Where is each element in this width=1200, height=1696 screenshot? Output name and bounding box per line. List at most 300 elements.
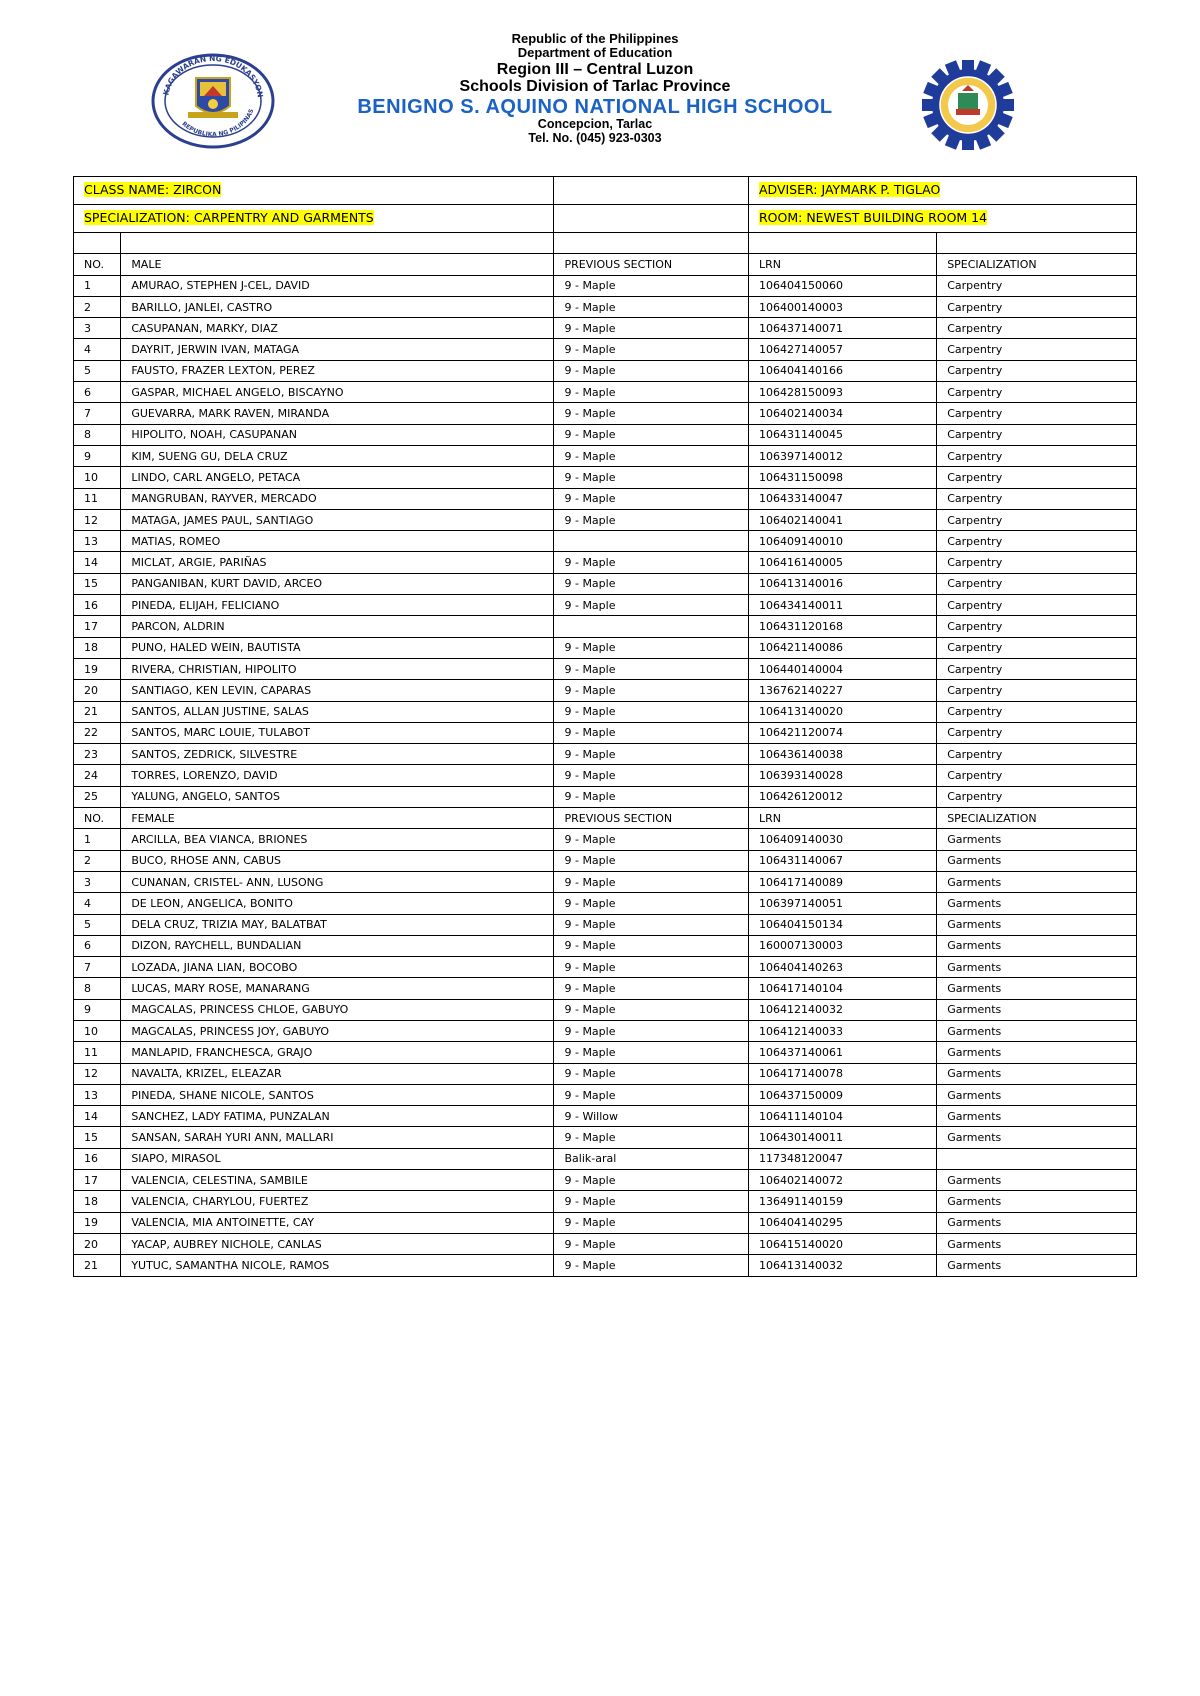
row-number-cell: 9 bbox=[74, 999, 121, 1020]
table-row bbox=[74, 1191, 1137, 1212]
blank-row bbox=[74, 233, 1137, 254]
table-row bbox=[74, 445, 1137, 466]
previous-section-cell: 9 - Maple bbox=[554, 445, 749, 466]
student-name-cell: YALUNG, ANGELO, SANTOS bbox=[121, 786, 554, 807]
previous-section-cell: PREVIOUS SECTION bbox=[554, 808, 749, 829]
lrn-cell: 106421120074 bbox=[748, 722, 936, 743]
specialization-cell: Carpentry bbox=[937, 467, 1137, 488]
row-number-cell: 20 bbox=[74, 1233, 121, 1254]
specialization-cell: Garments bbox=[937, 1063, 1137, 1084]
lrn-cell: 106417140078 bbox=[748, 1063, 936, 1084]
lrn-cell: 106426120012 bbox=[748, 786, 936, 807]
student-name-cell: SANCHEZ, LADY FATIMA, PUNZALAN bbox=[121, 1106, 554, 1127]
student-name-cell: MICLAT, ARGIE, PARIÑAS bbox=[121, 552, 554, 573]
student-name-cell: KIM, SUENG GU, DELA CRUZ bbox=[121, 445, 554, 466]
student-name-cell: DELA CRUZ, TRIZIA MAY, BALATBAT bbox=[121, 914, 554, 935]
previous-section-cell: 9 - Maple bbox=[554, 595, 749, 616]
table-row bbox=[74, 424, 1137, 445]
row-number-cell: 13 bbox=[74, 1084, 121, 1105]
row-number-cell: 5 bbox=[74, 360, 121, 381]
specialization-cell: Carpentry bbox=[937, 616, 1137, 637]
row-number-cell: 19 bbox=[74, 658, 121, 679]
student-name-cell: SIAPO, MIRASOL bbox=[121, 1148, 554, 1169]
lrn-cell: 106427140057 bbox=[748, 339, 936, 360]
student-name-cell: RIVERA, CHRISTIAN, HIPOLITO bbox=[121, 658, 554, 679]
row-number-cell: NO. bbox=[74, 808, 121, 829]
previous-section-cell: 9 - Maple bbox=[554, 722, 749, 743]
lrn-cell: 106400140003 bbox=[748, 296, 936, 317]
lrn-cell: 106428150093 bbox=[748, 382, 936, 403]
empty-cell bbox=[554, 205, 749, 233]
row-number-cell: 16 bbox=[74, 595, 121, 616]
row-number-cell: 10 bbox=[74, 467, 121, 488]
row-number-cell: 15 bbox=[74, 573, 121, 594]
table-row bbox=[74, 893, 1137, 914]
previous-section-cell: 9 - Maple bbox=[554, 360, 749, 381]
specialization-cell: Carpentry bbox=[937, 296, 1137, 317]
student-name-cell: YUTUC, SAMANTHA NICOLE, RAMOS bbox=[121, 1255, 554, 1276]
lrn-cell: 106404140295 bbox=[748, 1212, 936, 1233]
row-number-cell: 9 bbox=[74, 445, 121, 466]
specialization-cell: Garments bbox=[937, 914, 1137, 935]
row-number-cell: 14 bbox=[74, 1106, 121, 1127]
student-name-cell: PUNO, HALED WEIN, BAUTISTA bbox=[121, 637, 554, 658]
previous-section-cell: 9 - Maple bbox=[554, 1191, 749, 1212]
lrn-cell: 136762140227 bbox=[748, 680, 936, 701]
row-number-cell: 2 bbox=[74, 296, 121, 317]
student-name-cell: VALENCIA, CHARYLOU, FUERTEZ bbox=[121, 1191, 554, 1212]
empty-cell bbox=[554, 233, 749, 254]
table-row bbox=[74, 850, 1137, 871]
table-row bbox=[74, 957, 1137, 978]
student-name-cell: GASPAR, MICHAEL ANGELO, BISCAYNO bbox=[121, 382, 554, 403]
female-header-row bbox=[74, 808, 1137, 829]
deped-seal-icon bbox=[150, 52, 276, 150]
row-number-cell: 11 bbox=[74, 488, 121, 509]
student-name-cell: LINDO, CARL ANGELO, PETACA bbox=[121, 467, 554, 488]
lrn-cell: 106440140004 bbox=[748, 658, 936, 679]
previous-section-cell bbox=[554, 531, 749, 552]
student-name-cell: MAGCALAS, PRINCESS JOY, GABUYO bbox=[121, 1020, 554, 1041]
specialization-cell: Garments bbox=[937, 871, 1137, 892]
student-name-cell: PARCON, ALDRIN bbox=[121, 616, 554, 637]
row-number-cell: 3 bbox=[74, 871, 121, 892]
previous-section-cell: 9 - Maple bbox=[554, 957, 749, 978]
table-row bbox=[74, 765, 1137, 786]
lrn-cell: 106397140012 bbox=[748, 445, 936, 466]
previous-section-cell: 9 - Maple bbox=[554, 467, 749, 488]
specialization-cell: Garments bbox=[937, 829, 1137, 850]
student-name-cell: SANTOS, MARC LOUIE, TULABOT bbox=[121, 722, 554, 743]
table-row bbox=[74, 680, 1137, 701]
row-number-cell: 17 bbox=[74, 1170, 121, 1191]
row-number-cell: 1 bbox=[74, 275, 121, 296]
table-row bbox=[74, 1020, 1137, 1041]
row-number-cell: 21 bbox=[74, 1255, 121, 1276]
table-row bbox=[74, 531, 1137, 552]
lrn-cell: 106433140047 bbox=[748, 488, 936, 509]
previous-section-cell: 9 - Maple bbox=[554, 1084, 749, 1105]
student-name-cell: HIPOLITO, NOAH, CASUPANAN bbox=[121, 424, 554, 445]
specialization-cell: SPECIALIZATION bbox=[937, 254, 1137, 275]
row-number-cell: 12 bbox=[74, 509, 121, 530]
lrn-cell: 106437150009 bbox=[748, 1084, 936, 1105]
previous-section-cell: 9 - Maple bbox=[554, 1127, 749, 1148]
lrn-cell: 106402140072 bbox=[748, 1170, 936, 1191]
previous-section-cell: 9 - Maple bbox=[554, 701, 749, 722]
row-number-cell: 4 bbox=[74, 893, 121, 914]
adviser: ADVISER: JAYMARK P. TIGLAO bbox=[758, 182, 941, 198]
table-row bbox=[74, 552, 1137, 573]
student-name-cell: SANSAN, SARAH YURI ANN, MALLARI bbox=[121, 1127, 554, 1148]
lrn-cell: 106416140005 bbox=[748, 552, 936, 573]
lrn-cell: 106404150060 bbox=[748, 275, 936, 296]
previous-section-cell: 9 - Maple bbox=[554, 765, 749, 786]
student-name-cell: LUCAS, MARY ROSE, MANARANG bbox=[121, 978, 554, 999]
svg-text:REPUBLIKA NG PILIPINAS: REPUBLIKA NG PILIPINAS bbox=[180, 108, 256, 139]
specialization-cell: Carpentry bbox=[937, 403, 1137, 424]
specialization-cell: Garments bbox=[937, 1191, 1137, 1212]
specialization-cell: Garments bbox=[937, 1127, 1137, 1148]
previous-section-cell: 9 - Maple bbox=[554, 318, 749, 339]
specialization-cell: Garments bbox=[937, 978, 1137, 999]
specialization-cell bbox=[937, 1148, 1137, 1169]
specialization-cell: Carpentry bbox=[937, 637, 1137, 658]
table-row bbox=[74, 871, 1137, 892]
letterhead-text bbox=[300, 32, 890, 145]
row-number-cell: 2 bbox=[74, 850, 121, 871]
lrn-cell: 106412140033 bbox=[748, 1020, 936, 1041]
student-name-cell: FEMALE bbox=[121, 808, 554, 829]
specialization-cell: Garments bbox=[937, 850, 1137, 871]
student-name-cell: FAUSTO, FRAZER LEXTON, PEREZ bbox=[121, 360, 554, 381]
room: ROOM: NEWEST BUILDING ROOM 14 bbox=[758, 210, 988, 226]
previous-section-cell: 9 - Maple bbox=[554, 637, 749, 658]
previous-section-cell: 9 - Maple bbox=[554, 978, 749, 999]
student-name-cell: SANTIAGO, KEN LEVIN, CAPARAS bbox=[121, 680, 554, 701]
previous-section-cell: 9 - Maple bbox=[554, 935, 749, 956]
previous-section-cell: 9 - Maple bbox=[554, 1042, 749, 1063]
row-number-cell: 16 bbox=[74, 1148, 121, 1169]
lrn-cell: 106409140030 bbox=[748, 829, 936, 850]
lrn-cell: 106431140067 bbox=[748, 850, 936, 871]
student-name-cell: VALENCIA, CELESTINA, SAMBILE bbox=[121, 1170, 554, 1191]
lrn-cell: 106404140263 bbox=[748, 957, 936, 978]
specialization-cell: Carpentry bbox=[937, 765, 1137, 786]
row-number-cell: 25 bbox=[74, 786, 121, 807]
student-name-cell: GUEVARRA, MARK RAVEN, MIRANDA bbox=[121, 403, 554, 424]
student-name-cell: PINEDA, ELIJAH, FELICIANO bbox=[121, 595, 554, 616]
student-name-cell: ARCILLA, BEA VIANCA, BRIONES bbox=[121, 829, 554, 850]
empty-cell bbox=[74, 233, 121, 254]
student-name-cell: TORRES, LORENZO, DAVID bbox=[121, 765, 554, 786]
row-number-cell: 19 bbox=[74, 1212, 121, 1233]
table-row bbox=[74, 382, 1137, 403]
table-row bbox=[74, 573, 1137, 594]
lrn-cell: 106413140032 bbox=[748, 1255, 936, 1276]
class-name: CLASS NAME: ZIRCON bbox=[84, 182, 222, 198]
specialization-cell: Carpentry bbox=[937, 488, 1137, 509]
table-row bbox=[74, 658, 1137, 679]
table-row bbox=[74, 978, 1137, 999]
specialization-cell: Carpentry bbox=[937, 701, 1137, 722]
student-name-cell: PANGANIBAN, KURT DAVID, ARCEO bbox=[121, 573, 554, 594]
row-number-cell: 18 bbox=[74, 637, 121, 658]
specialization-cell bbox=[74, 205, 554, 233]
lrn-cell: 106402140041 bbox=[748, 509, 936, 530]
table-row bbox=[74, 1212, 1137, 1233]
previous-section-cell: 9 - Maple bbox=[554, 339, 749, 360]
table-row bbox=[74, 935, 1137, 956]
row-number-cell: 10 bbox=[74, 1020, 121, 1041]
student-name-cell: BUCO, RHOSE ANN, CABUS bbox=[121, 850, 554, 871]
table-row bbox=[74, 637, 1137, 658]
previous-section-cell: 9 - Maple bbox=[554, 680, 749, 701]
previous-section-cell: 9 - Maple bbox=[554, 509, 749, 530]
table-row bbox=[74, 616, 1137, 637]
specialization-cell: Garments bbox=[937, 1170, 1137, 1191]
specialization-cell: SPECIALIZATION bbox=[937, 808, 1137, 829]
previous-section-cell: 9 - Maple bbox=[554, 1063, 749, 1084]
lrn-cell: 106417140089 bbox=[748, 871, 936, 892]
row-number-cell: 4 bbox=[74, 339, 121, 360]
table-row bbox=[74, 722, 1137, 743]
lrn-cell: 106431140045 bbox=[748, 424, 936, 445]
previous-section-cell bbox=[554, 616, 749, 637]
region-line: Region III – Central Luzon bbox=[496, 60, 694, 78]
student-name-cell: MANLAPID, FRANCHESCA, GRAJO bbox=[121, 1042, 554, 1063]
row-number-cell: 7 bbox=[74, 403, 121, 424]
previous-section-cell: 9 - Maple bbox=[554, 424, 749, 445]
previous-section-cell: 9 - Maple bbox=[554, 1233, 749, 1254]
specialization-cell: Carpentry bbox=[937, 744, 1137, 765]
empty-cell bbox=[121, 233, 554, 254]
male-header-row bbox=[74, 254, 1137, 275]
lrn-cell: 106437140071 bbox=[748, 318, 936, 339]
table-row bbox=[74, 1127, 1137, 1148]
school-telephone: Tel. No. (045) 923-0303 bbox=[528, 130, 662, 145]
specialization-cell: Carpentry bbox=[937, 382, 1137, 403]
specialization-cell: Carpentry bbox=[937, 339, 1137, 360]
previous-section-cell: 9 - Maple bbox=[554, 850, 749, 871]
lrn-cell: 106434140011 bbox=[748, 595, 936, 616]
lrn-cell: 106415140020 bbox=[748, 1233, 936, 1254]
previous-section-cell: 9 - Maple bbox=[554, 296, 749, 317]
previous-section-cell: 9 - Maple bbox=[554, 1170, 749, 1191]
row-number-cell: 8 bbox=[74, 424, 121, 445]
row-number-cell: 7 bbox=[74, 957, 121, 978]
previous-section-cell: 9 - Maple bbox=[554, 573, 749, 594]
row-number-cell: 11 bbox=[74, 1042, 121, 1063]
row-number-cell: 1 bbox=[74, 829, 121, 850]
lrn-cell: 106411140104 bbox=[748, 1106, 936, 1127]
student-name-cell: MAGCALAS, PRINCESS CHLOE, GABUYO bbox=[121, 999, 554, 1020]
lrn-cell: 106409140010 bbox=[748, 531, 936, 552]
student-name-cell: CUNANAN, CRISTEL- ANN, LUSONG bbox=[121, 871, 554, 892]
row-number-cell: 6 bbox=[74, 382, 121, 403]
specialization-cell: Garments bbox=[937, 1255, 1137, 1276]
table-row bbox=[74, 914, 1137, 935]
previous-section-cell: 9 - Maple bbox=[554, 658, 749, 679]
specialization-cell: Carpentry bbox=[937, 509, 1137, 530]
table-row bbox=[74, 318, 1137, 339]
table-row bbox=[74, 403, 1137, 424]
previous-section-cell: 9 - Maple bbox=[554, 1255, 749, 1276]
lrn-cell: 106431150098 bbox=[748, 467, 936, 488]
row-number-cell: 22 bbox=[74, 722, 121, 743]
lrn-cell: 106413140020 bbox=[748, 701, 936, 722]
specialization-cell: Carpentry bbox=[937, 680, 1137, 701]
table-row bbox=[74, 339, 1137, 360]
student-name-cell: DAYRIT, JERWIN IVAN, MATAGA bbox=[121, 339, 554, 360]
student-name-cell: NAVALTA, KRIZEL, ELEAZAR bbox=[121, 1063, 554, 1084]
row-number-cell: 15 bbox=[74, 1127, 121, 1148]
lrn-cell: 106430140011 bbox=[748, 1127, 936, 1148]
lrn-cell: 136491140159 bbox=[748, 1191, 936, 1212]
student-name-cell: MANGRUBAN, RAYVER, MERCADO bbox=[121, 488, 554, 509]
lrn-cell: 106397140051 bbox=[748, 893, 936, 914]
student-name-cell: CASUPANAN, MARKY, DIAZ bbox=[121, 318, 554, 339]
row-number-cell: 21 bbox=[74, 701, 121, 722]
specialization-cell: Carpentry bbox=[937, 275, 1137, 296]
table-row bbox=[74, 1148, 1137, 1169]
previous-section-cell: Balik-aral bbox=[554, 1148, 749, 1169]
republic-line: Republic of the Philippines bbox=[511, 31, 679, 46]
specialization-cell: Garments bbox=[937, 1084, 1137, 1105]
previous-section-cell: 9 - Maple bbox=[554, 914, 749, 935]
table-row bbox=[74, 1084, 1137, 1105]
table-row bbox=[74, 467, 1137, 488]
table-row bbox=[74, 1106, 1137, 1127]
empty-cell bbox=[748, 233, 936, 254]
student-name-cell: BARILLO, JANLEI, CASTRO bbox=[121, 296, 554, 317]
row-number-cell: 12 bbox=[74, 1063, 121, 1084]
svg-text:KAGAWARAN NG EDUKASYON: KAGAWARAN NG EDUKASYON bbox=[161, 53, 265, 99]
table-row bbox=[74, 701, 1137, 722]
specialization-cell: Garments bbox=[937, 1212, 1137, 1233]
row-number-cell: 24 bbox=[74, 765, 121, 786]
previous-section-cell: 9 - Maple bbox=[554, 893, 749, 914]
lrn-cell: 117348120047 bbox=[748, 1148, 936, 1169]
specialization-cell: Carpentry bbox=[937, 552, 1137, 573]
specialization-cell: Carpentry bbox=[937, 531, 1137, 552]
lrn-cell: 106404150134 bbox=[748, 914, 936, 935]
table-row bbox=[74, 1255, 1137, 1276]
row-number-cell: NO. bbox=[74, 254, 121, 275]
table-row bbox=[74, 509, 1137, 530]
previous-section-cell: 9 - Maple bbox=[554, 382, 749, 403]
lrn-cell: 106437140061 bbox=[748, 1042, 936, 1063]
table-row bbox=[74, 595, 1137, 616]
lrn-cell: 106402140034 bbox=[748, 403, 936, 424]
table-row bbox=[74, 275, 1137, 296]
table-row bbox=[74, 296, 1137, 317]
previous-section-cell: PREVIOUS SECTION bbox=[554, 254, 749, 275]
previous-section-cell: 9 - Maple bbox=[554, 786, 749, 807]
specialization-cell: Carpentry bbox=[937, 573, 1137, 594]
row-number-cell: 13 bbox=[74, 531, 121, 552]
student-name-cell: MALE bbox=[121, 254, 554, 275]
previous-section-cell: 9 - Maple bbox=[554, 275, 749, 296]
previous-section-cell: 9 - Maple bbox=[554, 871, 749, 892]
row-number-cell: 6 bbox=[74, 935, 121, 956]
department-line: Department of Education bbox=[517, 45, 673, 61]
specialization-cell: Carpentry bbox=[937, 595, 1137, 616]
empty-cell bbox=[937, 233, 1137, 254]
school-name: BENIGNO S. AQUINO NATIONAL HIGH SCHOOL bbox=[357, 95, 833, 118]
row-number-cell: 23 bbox=[74, 744, 121, 765]
division-line: Schools Division of Tarlac Province bbox=[459, 78, 731, 96]
specialization-cell: Garments bbox=[937, 1233, 1137, 1254]
specialization-cell: Garments bbox=[937, 1020, 1137, 1041]
lrn-cell: LRN bbox=[748, 254, 936, 275]
lrn-cell: 106431120168 bbox=[748, 616, 936, 637]
specialization-cell: Carpentry bbox=[937, 318, 1137, 339]
lrn-cell: 106412140032 bbox=[748, 999, 936, 1020]
student-name-cell: DIZON, RAYCHELL, BUNDALIAN bbox=[121, 935, 554, 956]
class-name-cell bbox=[74, 177, 554, 205]
previous-section-cell: 9 - Maple bbox=[554, 488, 749, 509]
specialization-cell: Garments bbox=[937, 999, 1137, 1020]
row-number-cell: 18 bbox=[74, 1191, 121, 1212]
previous-section-cell: 9 - Willow bbox=[554, 1106, 749, 1127]
specialization-cell: Carpentry bbox=[937, 786, 1137, 807]
table-row bbox=[74, 1042, 1137, 1063]
class-info-row bbox=[74, 177, 1137, 205]
lrn-cell: 106436140038 bbox=[748, 744, 936, 765]
student-name-cell: SANTOS, ALLAN JUSTINE, SALAS bbox=[121, 701, 554, 722]
previous-section-cell: 9 - Maple bbox=[554, 1212, 749, 1233]
school-seal-icon bbox=[908, 60, 1032, 150]
previous-section-cell: 9 - Maple bbox=[554, 1020, 749, 1041]
room-cell bbox=[748, 205, 1136, 233]
row-number-cell: 3 bbox=[74, 318, 121, 339]
student-name-cell: LOZADA, JIANA LIAN, BOCOBO bbox=[121, 957, 554, 978]
specialization-cell: Garments bbox=[937, 1106, 1137, 1127]
student-name-cell: DE LEON, ANGELICA, BONITO bbox=[121, 893, 554, 914]
previous-section-cell: 9 - Maple bbox=[554, 829, 749, 850]
specialization-cell: Carpentry bbox=[937, 658, 1137, 679]
table-row bbox=[74, 1063, 1137, 1084]
specialization-cell: Garments bbox=[937, 935, 1137, 956]
student-name-cell: AMURAO, STEPHEN J-CEL, DAVID bbox=[121, 275, 554, 296]
student-name-cell: MATIAS, ROMEO bbox=[121, 531, 554, 552]
lrn-cell: 106421140086 bbox=[748, 637, 936, 658]
previous-section-cell: 9 - Maple bbox=[554, 999, 749, 1020]
specialization-cell: Carpentry bbox=[937, 445, 1137, 466]
table-row bbox=[74, 786, 1137, 807]
table-row bbox=[74, 488, 1137, 509]
empty-cell bbox=[554, 177, 749, 205]
specialization-cell: Carpentry bbox=[937, 360, 1137, 381]
adviser-cell bbox=[748, 177, 1136, 205]
student-name-cell: PINEDA, SHANE NICOLE, SANTOS bbox=[121, 1084, 554, 1105]
specialization-cell: Garments bbox=[937, 893, 1137, 914]
table-row bbox=[74, 1233, 1137, 1254]
specialization-cell: Garments bbox=[937, 1042, 1137, 1063]
row-number-cell: 17 bbox=[74, 616, 121, 637]
school-location: Concepcion, Tarlac bbox=[537, 116, 653, 131]
student-name-cell: YACAP, AUBREY NICHOLE, CANLAS bbox=[121, 1233, 554, 1254]
lrn-cell: 106417140104 bbox=[748, 978, 936, 999]
student-name-cell: MATAGA, JAMES PAUL, SANTIAGO bbox=[121, 509, 554, 530]
lrn-cell: LRN bbox=[748, 808, 936, 829]
table-row bbox=[74, 999, 1137, 1020]
table-row bbox=[74, 1170, 1137, 1191]
row-number-cell: 14 bbox=[74, 552, 121, 573]
row-number-cell: 20 bbox=[74, 680, 121, 701]
specialization-cell: Carpentry bbox=[937, 424, 1137, 445]
